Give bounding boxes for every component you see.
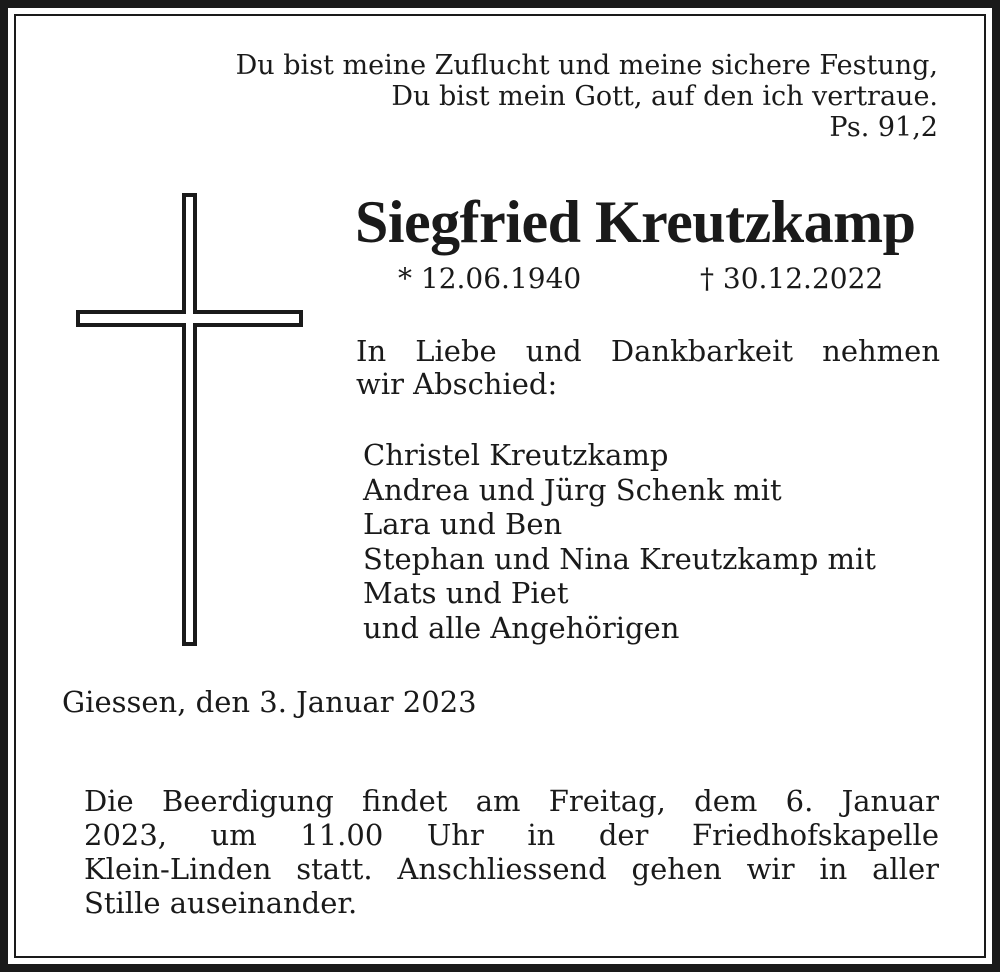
- funeral-line-3: Klein-Linden statt. Anschliessend gehen wir in aller: [84, 852, 939, 886]
- place-and-date: Giessen, den 3. Januar 2023: [62, 685, 477, 719]
- verse-line-1: Du bist meine Zuflucht und meine sichere Festung,: [235, 50, 938, 81]
- survivor-line: und alle Angehörigen: [363, 610, 680, 645]
- survivor-line: Stephan und Nina Kreutzkamp mit: [363, 541, 876, 576]
- farewell-line-2: wir Abschied:: [356, 367, 558, 401]
- survivors-list: [363, 438, 941, 645]
- survivor-line: Lara und Ben: [363, 507, 563, 541]
- bible-verse: [178, 50, 938, 143]
- survivor-line: Christel Kreutzkamp: [363, 438, 669, 472]
- funeral-notice: [84, 784, 939, 920]
- farewell-line-1: In Liebe und Dankbarkeit nehmen: [356, 334, 940, 368]
- survivor-line: Andrea und Jürg Schenk mit: [363, 472, 782, 507]
- verse-line-2: Du bist mein Gott, auf den ich vertraue.: [391, 81, 938, 112]
- deceased-name: Siegfried Kreutzkamp: [355, 189, 916, 255]
- cross-icon: [76, 192, 304, 647]
- verse-reference: Ps. 91,2: [829, 112, 938, 143]
- survivor-line: Mats und Piet: [363, 576, 569, 610]
- birth-date: * 12.06.1940: [398, 262, 582, 295]
- funeral-line-1: Die Beerdigung findet am Freitag, dem 6. Januar: [84, 784, 939, 818]
- funeral-line-2: 2023, um 11.00 Uhr in der Friedhofskapelle: [84, 818, 939, 852]
- funeral-line-4: Stille auseinander.: [84, 886, 358, 920]
- death-date: † 30.12.2022: [700, 262, 884, 295]
- farewell-text: [356, 335, 940, 401]
